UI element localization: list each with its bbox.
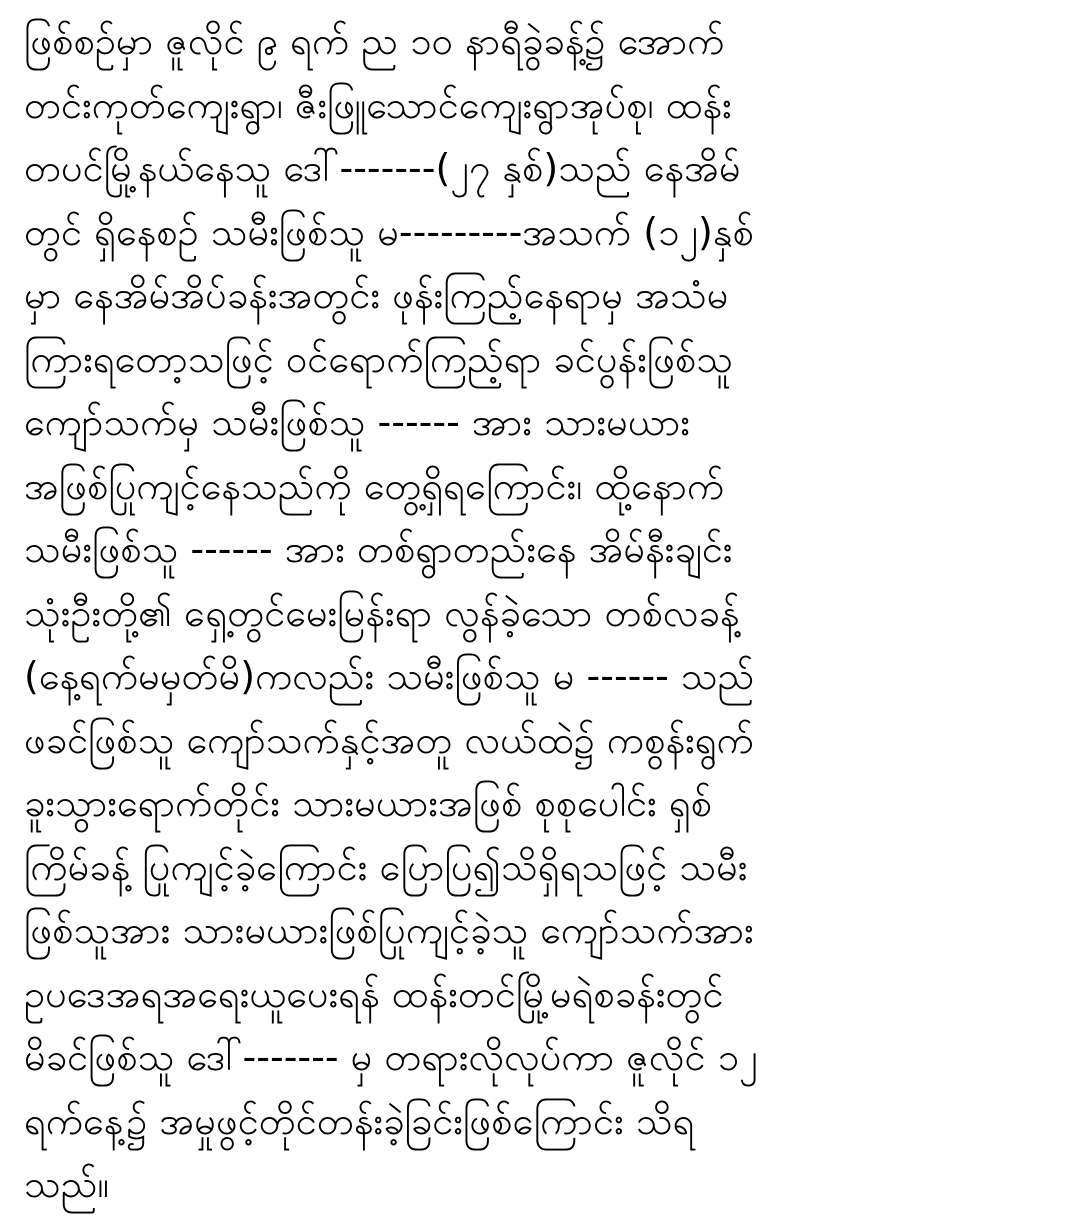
text-line: ကြိမ်ခန့် ပြုကျင့်ခဲ့ကြောင်း ပြောပြ၍သိရှိရသဖြင့် သမီး (24, 844, 748, 889)
text-line: သုံးဦးတို့၏ ရှေ့တွင်မေးမြန်းရာ လွန်ခဲ့သော တစ်လခန့် (24, 590, 740, 635)
text-line: (နေ့ရက်မမှတ်မိ)ကလည်း သမီးဖြစ်သူ မ ------ သည် (24, 654, 755, 698)
text-line: သမီးဖြစ်သူ ------ အား တစ်ရွာတည်းနေ အိမ်နီးချင်း (24, 527, 733, 571)
text-line: ကြားရတော့သဖြင့် ဝင်ရောက်ကြည့်ရာ ခင်ပွန်းဖြစ်သူ (24, 336, 734, 381)
text-line: မိခင်ဖြစ်သူ ဒေါ်------- မှ တရားလိုလုပ်ကာ ဇူလိုင် ၁၂ (24, 1035, 758, 1079)
text-line: ကျော်သက်မှ သမီးဖြစ်သူ ------ အား သားမယား (24, 400, 691, 444)
text-line: တွင် ရှိနေစဉ် သမီးဖြစ်သူ မ---------အသက် (၁၂)နှစ် (24, 209, 754, 254)
text-line: ဥပဒေအရအရေးယူပေးရန် ထန်းတင်မြို့မရဲစခန်းတွင် (24, 971, 724, 1016)
article-text-body (24, 10, 1064, 1217)
text-line: သည်။ (24, 1162, 109, 1206)
text-line: မှာ နေအိမ်အိပ်ခန်းအတွင်း ဖုန်းကြည့်နေရာမှ အသံမ (24, 273, 729, 317)
text-line: အဖြစ်ပြုကျင့်နေသည်ကို တွေ့ရှိရကြောင်း၊ ထို့နောက် (24, 463, 725, 508)
text-line: ရက်နေ့၌ အမှုဖွင့်တိုင်တန်းခဲ့ခြင်းဖြစ်ကြောင်း သိရ (24, 1098, 695, 1143)
text-line: တပင်မြို့နယ်နေသူ ဒေါ်-------(၂၇ နှစ်)သည် နေအိမ် (24, 146, 741, 190)
text-line: ခူးသွားရောက်တိုင်း သားမယားအဖြစ် စုစုပေါင်း ရှစ် (24, 781, 713, 825)
text-line: ဖြစ်သူအား သားမယားဖြစ်ပြုကျင့်ခဲ့သူ ကျော်သက်အား (24, 908, 754, 952)
text-line: ဖြစ်စဉ်မှာ ဇူလိုင် ၉ ရက် ည ၁၀ နာရီခွဲခန့်၌ အောက် (24, 19, 725, 63)
text-line: ဖခင်ဖြစ်သူ ကျော်သက်နှင့်အတူ လယ်ထဲ၌ ကစွန်းရွက် (24, 717, 754, 762)
text-line: တင်းကုတ်ကျေးရွာ၊ ဇီးဖြူသောင်ကျေးရွာအုပ်စု၊ ထန်း (24, 82, 732, 127)
